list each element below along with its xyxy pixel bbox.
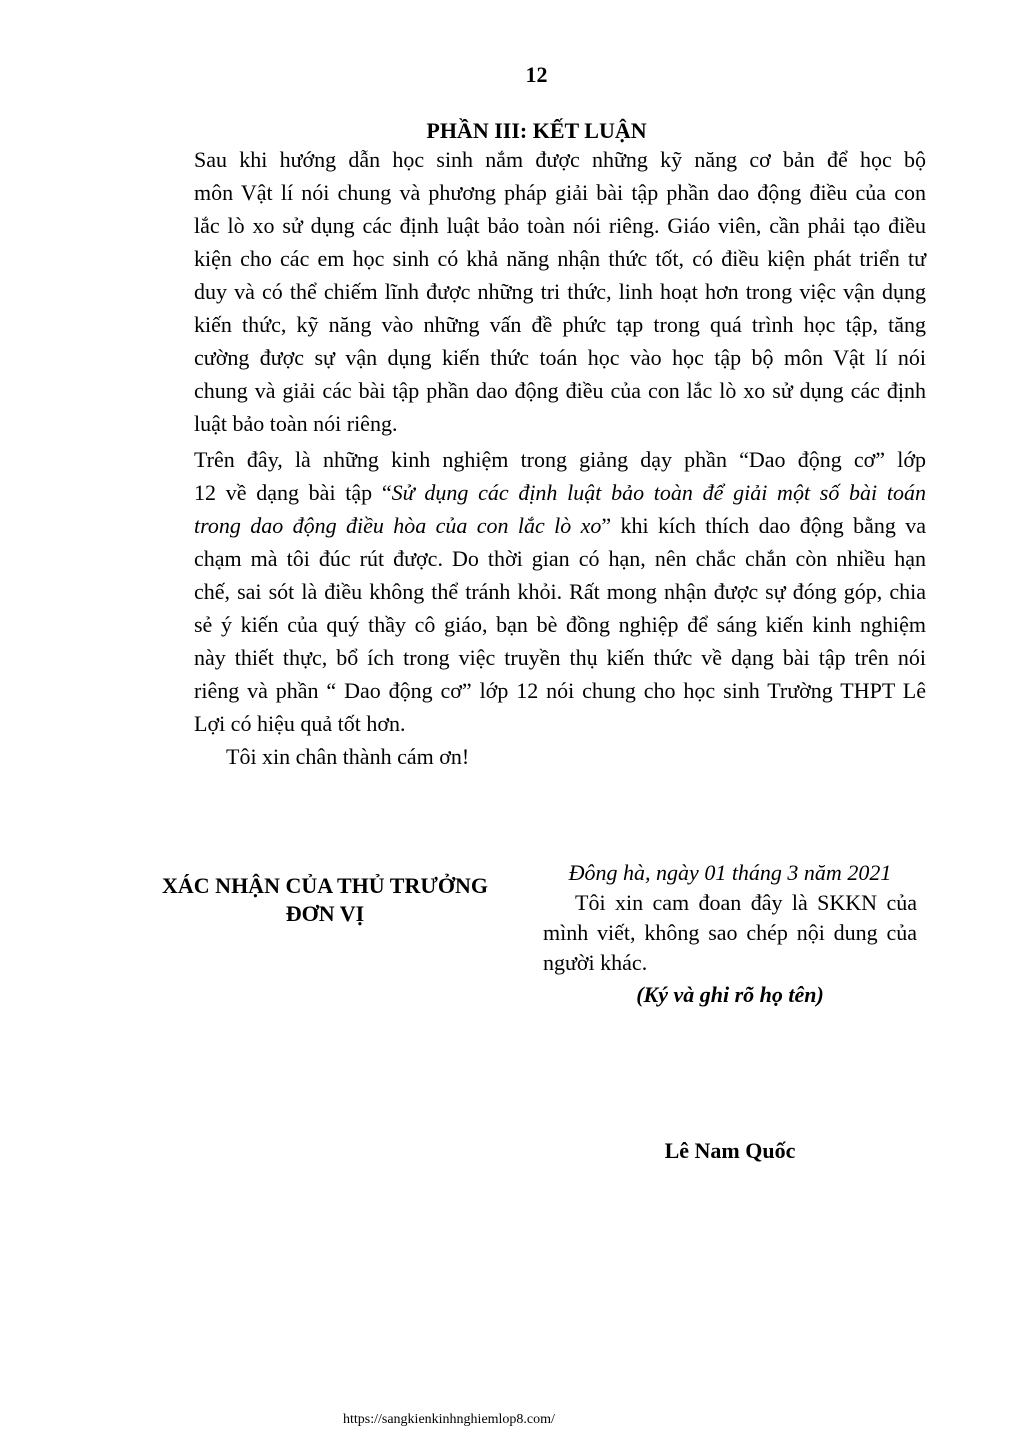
topic-title-italic: trong dao động điều hòa của con lắc lò xo (194, 513, 602, 538)
topic-title-italic: Sử dụng các định luật bảo toàn để giải một số bài toán (391, 480, 926, 505)
author-signature-block (543, 858, 917, 1010)
signature-date: Đông hà, ngày 01 tháng 3 năm 2021 (568, 860, 892, 885)
section-title: PHẦN III: KẾT LUẬN (426, 118, 647, 143)
paragraph-line: này thiết thực, bổ ích trong việc truyền thụ kiến thức về dạng bài tập trên nói (194, 645, 926, 670)
paragraph-line: lắc lò xo sử dụng các định luật bảo toàn nói riêng. Giáo viên, cần phải tạo điều (194, 213, 926, 238)
unit-head-confirmation (140, 872, 510, 928)
paragraph-line: chế, sai sót là điều không thể tránh khỏi. Rất mong nhận được sự đóng góp, chia (194, 579, 926, 604)
page-number: 12 (525, 62, 548, 87)
signature-note: (Ký và ghi rõ họ tên) (636, 982, 824, 1007)
paragraph-line: môn Vật lí nói chung và phương pháp giải bài tập phần dao động điều của con (194, 180, 926, 205)
paragraph-line: kiến thức, kỹ năng vào những vấn đề phức tạp trong quá trình học tập, tăng (194, 312, 926, 337)
footer-url[interactable]: https://sangkienkinhnghiemlop8.com/ (343, 1412, 555, 1427)
paragraph-line: riêng và phần “ Dao động cơ” lớp 12 nói chung cho học sinh Trường THPT Lê (194, 678, 926, 703)
conclusion-paragraph-1 (140, 143, 926, 440)
text-run: ” khi kích thích dao động bằng va (601, 513, 926, 538)
confirmation-title-line-1: XÁC NHẬN CỦA THỦ TRƯỞNG (162, 873, 488, 898)
paragraph-line: duy và có thể chiếm lĩnh được những tri thức, linh hoạt hơn trong việc vận dụng (194, 279, 926, 304)
paragraph-line: Sau khi hướng dẫn học sinh nắm được những kỹ năng cơ bản để học bộ (194, 147, 926, 172)
text-run: 12 về dạng bài tập “ (194, 480, 392, 505)
paragraph-line (140, 509, 926, 542)
paragraph-line: Trên đây, là những kinh nghiệm trong giảng dạy phần “Dao động cơ” lớp (194, 447, 926, 472)
paragraph-line: chạm mà tôi đúc rút được. Do thời gian có hạn, nên chắc chắn còn nhiều hạn (194, 546, 926, 571)
thanks-line: Tôi xin chân thành cám ơn! (226, 744, 470, 769)
author-commitment: Tôi xin cam đoan đây là SKKN của mình viết, không sao chép nội dung của người khác. (543, 890, 917, 975)
paragraph-line: Lợi có hiệu quả tốt hơn. (194, 711, 406, 736)
confirmation-title-line-2: ĐƠN VỊ (285, 901, 365, 926)
conclusion-paragraph-2 (140, 443, 926, 740)
paragraph-line: chung và giải các bài tập phần dao động điều của con lắc lò xo sử dụng các định (194, 378, 926, 403)
author-name: Lê Nam Quốc (664, 1138, 796, 1163)
paragraph-line: kiện cho các em học sinh có khả năng nhận thức tốt, có điều kiện phát triển tư (194, 246, 926, 271)
paragraph-line: sẻ ý kiến của quý thầy cô giáo, bạn bè đồng nghiệp để sáng kiến kinh nghiệm (194, 612, 926, 637)
paragraph-line: cường được sự vận dụng kiến thức toán học vào học tập bộ môn Vật lí nói (194, 345, 926, 370)
paragraph-line: luật bảo toàn nói riêng. (194, 411, 398, 436)
paragraph-line (140, 476, 926, 509)
